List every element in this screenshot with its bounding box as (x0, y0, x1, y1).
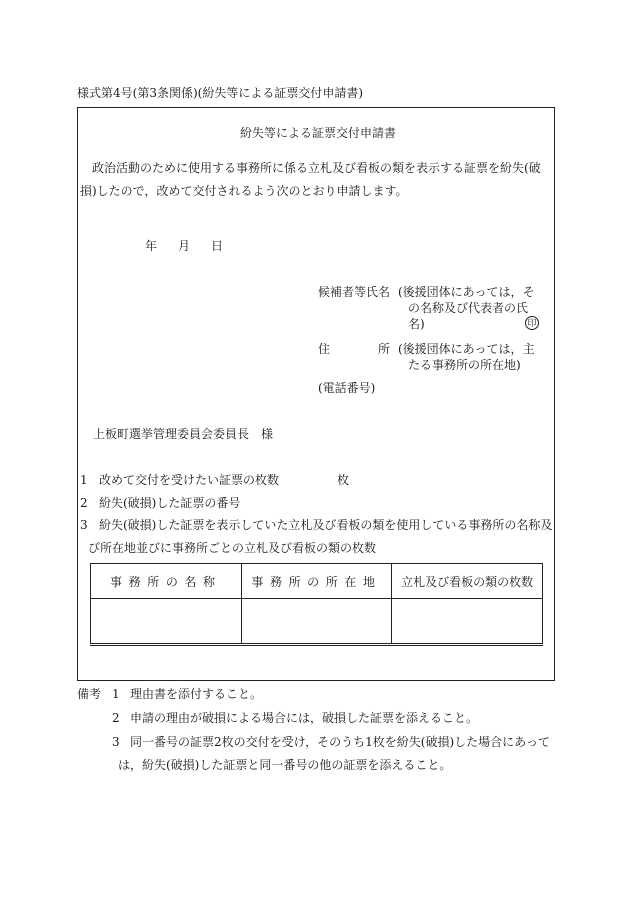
table-row (91, 599, 543, 645)
date-day: 日 (211, 239, 224, 253)
cell-office-name[interactable] (91, 599, 242, 645)
form-reference: 様式第4号(第3条関係)(紛失等による証票交付申請書) (77, 86, 363, 100)
remark-3-line-2: は，紛失(破損)した証票と同一番号の他の証票を添えること。 (118, 758, 452, 772)
item-1-unit: 枚 (337, 473, 350, 487)
item-3-number: 3 (80, 518, 88, 532)
applicant-name-label: 候補者等氏名 (318, 285, 391, 299)
remark-3-number: 3 (112, 735, 120, 749)
address-note-1: (後援団体にあっては，主 (398, 342, 535, 356)
header-sign-count: 立札及び看板の類の枚数 (392, 564, 543, 599)
item-1-text: 改めて交付を受けたい証票の枚数 (99, 473, 280, 487)
remark-2-text: 申請の理由が破損による場合には，破損した証票を添えること。 (130, 711, 479, 725)
remark-2-number: 2 (112, 711, 120, 725)
remark-3-line-1: 同一番号の証票2枚の交付を受け，そのうち1枚を紛失(破損)した場合にあって (130, 735, 551, 749)
office-table (90, 563, 543, 646)
header-office-address: 事務所の所在地 (241, 564, 392, 599)
cell-sign-count[interactable] (392, 599, 543, 645)
date-year: 年 (145, 239, 158, 253)
remark-1-text: 理由書を添付すること。 (130, 687, 263, 701)
applicant-name-note-2: の名称及び代表者の氏 (408, 301, 529, 315)
item-2-number: 2 (80, 496, 88, 510)
remark-1-number: 1 (112, 687, 120, 701)
header-office-name: 事務所の名称 (91, 564, 242, 599)
seal-mark: 印 (525, 316, 539, 330)
addressee: 上板町選挙管理委員会委員長 様 (93, 427, 274, 441)
applicant-name-note-1: (後援団体にあっては，そ (398, 285, 535, 299)
form-title: 紛失等による証票交付申請書 (240, 126, 397, 140)
date-month: 月 (178, 239, 191, 253)
remarks-label: 備考 (77, 687, 102, 701)
item-2-text: 紛失(破損)した証票の番号 (99, 496, 241, 510)
intro-line-1: 政治活動のために使用する事務所に係る立札及び看板の類を表示する証票を紛失(破 (92, 161, 541, 175)
address-label-2: 所 (378, 342, 391, 356)
phone-label: (電話番号) (318, 381, 376, 395)
address-label-1: 住 (318, 342, 331, 356)
address-note-2: たる事務所の所在地) (408, 358, 521, 372)
item-3-line-2: び所在地並びに事務所ごとの立札及び看板の類の枚数 (88, 541, 377, 555)
item-1-number: 1 (80, 473, 88, 487)
intro-line-2: 損)したので，改めて交付されるよう次のとおり申請します。 (80, 184, 408, 198)
cell-office-address[interactable] (241, 599, 392, 645)
applicant-name-note-3: 名) (408, 317, 425, 331)
item-3-line-1: 紛失(破損)した証票を表示していた立札及び看板の類を使用している事務所の名称及 (99, 518, 553, 532)
